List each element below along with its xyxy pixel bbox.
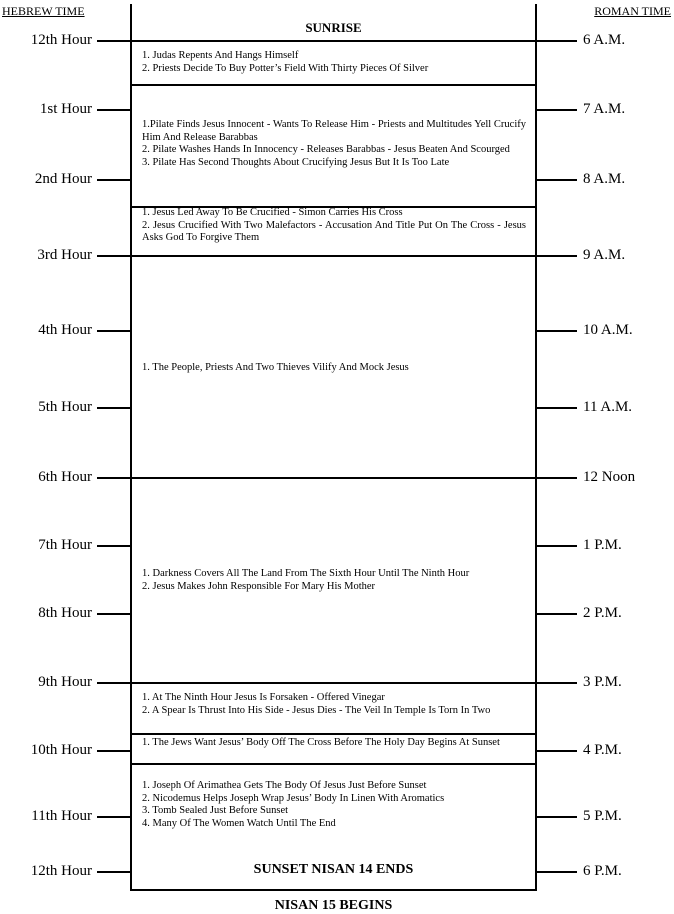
event-item: 1. Judas Repents And Hangs Himself <box>142 50 299 61</box>
roman-hour-label: 11 A.M. <box>583 399 633 415</box>
event-item: 4. Many Of The Women Watch Until The End <box>142 817 336 829</box>
event-block <box>142 207 526 245</box>
hebrew-hour-label: 8th Hour <box>38 605 92 621</box>
hebrew-hour-label: 9th Hour <box>38 674 92 690</box>
roman-hour-label: 2 P.M. <box>583 605 622 621</box>
hebrew-hour-label: 4th Hour <box>38 322 92 338</box>
event-item: 2. Nicodemus Helps Joseph Wrap Jesus’ Body In Linen With Aromatics <box>142 792 445 804</box>
roman-hour-label: 6 P.M. <box>583 863 622 879</box>
sunset-label: SUNSET NISAN 14 ENDS <box>253 862 414 877</box>
hour-divider-line <box>97 255 577 257</box>
hebrew-hour-label: 12th Hour <box>30 863 92 879</box>
event-item: 1. Darkness Covers All The Land From The Sixth Hour Until The Ninth Hour <box>142 568 470 579</box>
hebrew-hour-label: 6th Hour <box>38 469 92 485</box>
event-item: 2. Jesus Makes John Responsible For Mary His Mother <box>142 580 376 592</box>
roman-hour-label: 8 A.M. <box>583 171 626 187</box>
event-block <box>142 119 526 169</box>
roman-hour-label: 10 A.M. <box>583 322 633 338</box>
hour-tick-right <box>536 407 577 409</box>
timeline-right-border <box>535 4 537 891</box>
hour-tick-left <box>97 871 131 873</box>
event-item: 1.Pilate Finds Jesus Innocent - Wants To Release Him - Priests and Multitudes Yell Crucify Him And Release Barabbas <box>142 119 526 143</box>
hour-tick-right <box>536 545 577 547</box>
hour-divider-line <box>97 682 577 684</box>
event-item: 1. The Jews Want Jesus’ Body Off The Cross Before The Holy Day Begins At Sunset <box>142 737 500 748</box>
hebrew-time-header: HEBREW TIME <box>2 4 85 18</box>
roman-time-header: ROMAN TIME <box>594 4 671 18</box>
timeline-left-border <box>130 4 132 891</box>
event-item: 2. Priests Decide To Buy Potter’s Field With Thirty Pieces Of Silver <box>142 62 429 74</box>
hour-tick-right <box>536 816 577 818</box>
hour-divider-line <box>97 477 577 479</box>
event-item: 2. Jesus Crucified With Two Malefactors - Accusation And Title Put On The Cross - Jesus Asks God To Forgive Them <box>142 219 526 243</box>
hour-tick-right <box>536 871 577 873</box>
roman-hour-label: 9 A.M. <box>583 247 626 263</box>
hour-tick-left <box>97 407 131 409</box>
hebrew-hour-label: 12th Hour <box>30 32 92 48</box>
event-block <box>142 50 526 75</box>
event-block <box>142 780 526 830</box>
event-block <box>142 568 526 593</box>
hour-tick-left <box>97 816 131 818</box>
roman-hour-label: 5 P.M. <box>583 808 622 824</box>
hebrew-hour-label: 3rd Hour <box>37 247 92 263</box>
hebrew-hour-label: 5th Hour <box>38 399 92 415</box>
roman-hour-label: 6 A.M. <box>583 32 626 48</box>
event-separator-line <box>131 763 536 765</box>
timeline-bottom-border <box>131 889 536 891</box>
roman-hour-label: 1 P.M. <box>583 537 622 553</box>
hebrew-hour-label: 11th Hour <box>31 808 92 824</box>
event-item: 1. Jesus Led Away To Be Crucified - Simon Carries His Cross <box>142 207 403 218</box>
hebrew-hour-label: 2nd Hour <box>34 171 92 187</box>
hour-tick-right <box>536 109 577 111</box>
event-block <box>142 737 526 750</box>
hour-tick-right <box>536 179 577 181</box>
event-item: 2. Pilate Washes Hands In Innocency - Releases Barabbas - Jesus Beaten And Scourged <box>142 144 510 155</box>
hebrew-hour-label: 7th Hour <box>38 537 92 553</box>
hebrew-hour-label: 1st Hour <box>39 101 92 117</box>
event-item: 3. Tomb Sealed Just Before Sunset <box>142 805 289 816</box>
hour-tick-left <box>97 179 131 181</box>
event-separator-line <box>131 733 536 735</box>
event-item: 2. A Spear Is Thrust Into His Side - Jesus Dies - The Veil In Temple Is Torn In Two <box>142 704 491 716</box>
hour-tick-right <box>536 750 577 752</box>
hour-tick-right <box>536 613 577 615</box>
event-item: 1. At The Ninth Hour Jesus Is Forsaken - Offered Vinegar <box>142 692 385 703</box>
event-item: 3. Pilate Has Second Thoughts About Crucifying Jesus But It Is Too Late <box>142 156 450 168</box>
hour-divider-line <box>97 40 577 42</box>
hour-tick-left <box>97 613 131 615</box>
hour-tick-left <box>97 330 131 332</box>
event-separator-line <box>131 84 536 86</box>
roman-hour-label: 3 P.M. <box>583 674 622 690</box>
event-item: 1. The People, Priests And Two Thieves Vilify And Mock Jesus <box>142 362 409 373</box>
event-block <box>142 692 526 717</box>
roman-hour-label: 12 Noon <box>583 469 636 485</box>
event-block <box>142 362 526 375</box>
hour-tick-left <box>97 545 131 547</box>
hour-tick-left <box>97 109 131 111</box>
roman-hour-label: 4 P.M. <box>583 742 622 758</box>
hour-tick-left <box>97 750 131 752</box>
sunrise-label: SUNRISE <box>305 20 362 35</box>
roman-hour-label: 7 A.M. <box>583 101 626 117</box>
hebrew-hour-label: 10th Hour <box>30 742 92 758</box>
nisan-15-label: NISAN 15 BEGINS <box>274 898 393 913</box>
event-item: 1. Joseph Of Arimathea Gets The Body Of Jesus Just Before Sunset <box>142 780 427 791</box>
hour-tick-right <box>536 330 577 332</box>
